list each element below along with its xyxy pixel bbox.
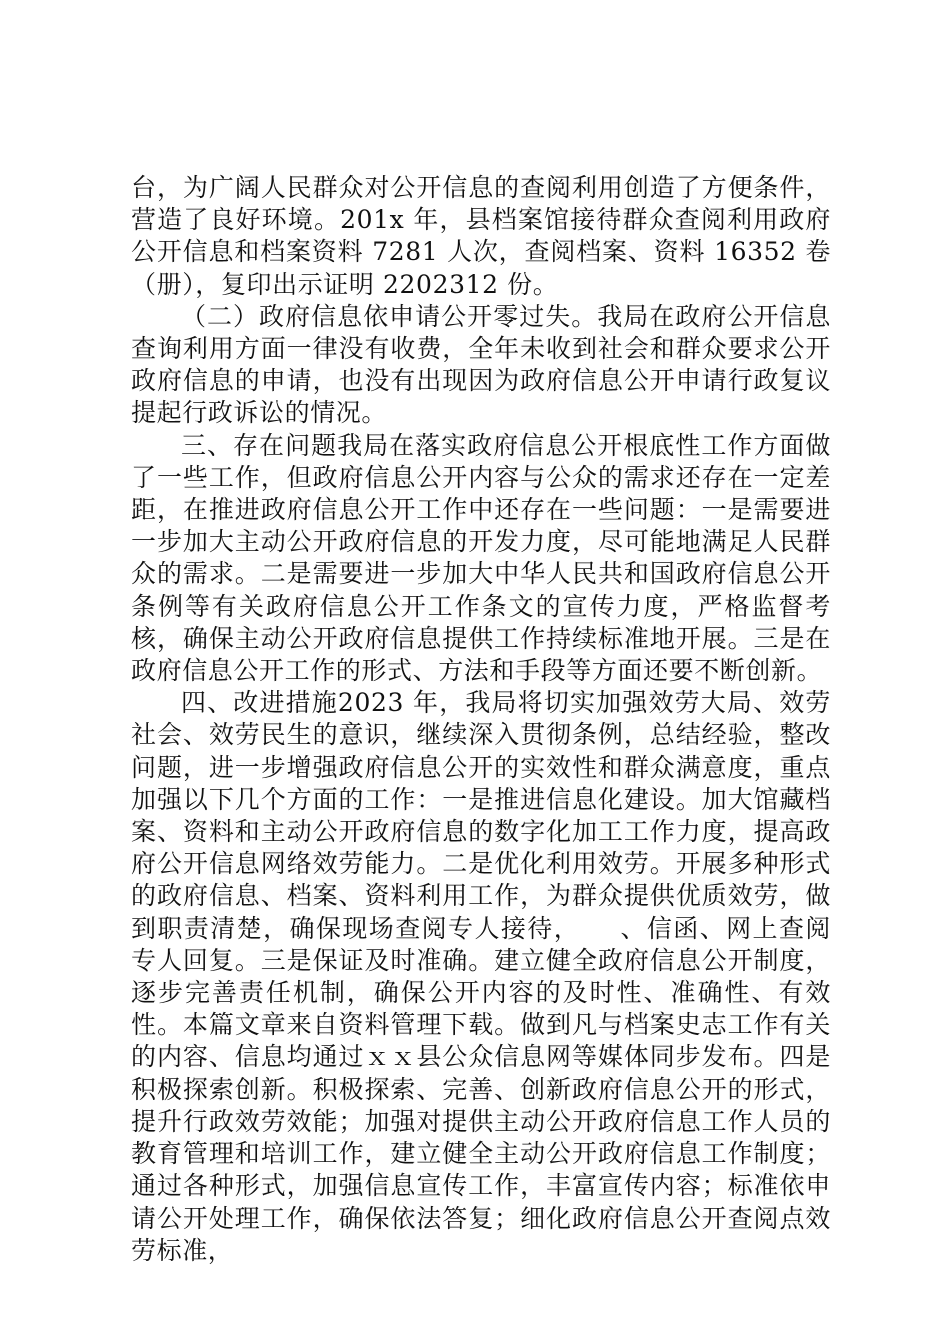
document-body xyxy=(131,172,831,1267)
paragraph-improvement-measures: 四、改进措施2023 年，我局将切实加强效劳大局、效劳社会、效劳民生的意识，继续深入贯彻条例，总结经验，整改问题，进一步增强政府信息公开的实效性和群众满意度，重点加强以下几个方面的工作：一是推进信息化建设。加大馆藏档案、资料和主动公开政府信息的数字化加工工作力度，提高政府公开信息网络效劳能力。二是优化利用效劳。开展多种形式的政府信息、档案、资料利用工作，为群众提供优质效劳，做到职责清楚，确保现场查阅专人接待， 、信函、网上查阅专人回复。三是保证及时准确。建立健全政府信息公开制度，逐步完善责任机制，确保公开内容的及时性、准确性、有效性。本篇文章来自资料管理下载。做到凡与档案史志工作有关的内容、信息均通过ｘｘ县公众信息网等媒体同步发布。四是积极探索创新。积极探索、完善、创新政府信息公开的形式，提升行政效劳效能；加强对提供主动公开政府信息工作人员的教育管理和培训工作，建立健全主动公开政府信息工作制度；通过各种形式，加强信息宣传工作，丰富宣传内容；标准依申请公开处理工作，确保依法答复；细化政府信息公开查阅点效劳标准， xyxy=(131,688,831,1265)
paragraph-application-disclosure: （二）政府信息依申请公开零过失。我局在政府公开信息查询利用方面一律没有收费，全年未收到社会和群众要求公开政府信息的申请，也没有出现因为政府信息公开申请行政复议提起行政诉讼的情况。 xyxy=(131,301,831,428)
paragraph-existing-problems: 三、存在问题我局在落实政府信息公开根底性工作方面做了一些工作，但政府信息公开内容与公众的需求还存在一定差距，在推进政府信息公开工作中还存在一些问题：一是需要进一步加大主动公开政府信息的开发力度，尽可能地满足人民群众的需求。二是需要进一步加大中华人民共和国政府信息公开条例等有关政府信息公开工作条文的宣传力度，严格监督考核，确保主动公开政府信息提供工作持续标准地开展。三是在政府信息公开工作的形式、方法和手段等方面还要不断创新。 xyxy=(131,430,831,686)
paragraph-continuation: 台，为广阔人民群众对公开信息的查阅利用创造了方便条件，营造了良好环境。201x 年，县档案馆接待群众查阅利用政府公开信息和档案资料 7281 人次，查阅档案、资料 16352 卷（册），复印出示证明 2202312 份。 xyxy=(131,173,831,299)
